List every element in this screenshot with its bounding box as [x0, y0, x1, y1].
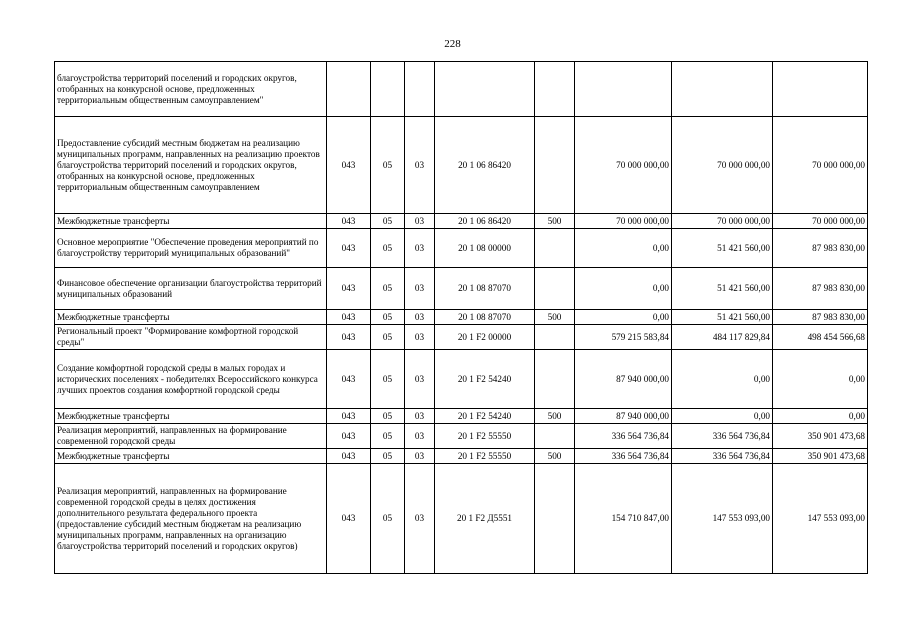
section-code: 05	[371, 268, 405, 310]
subsection-code	[405, 62, 435, 117]
amount-year-3: 350 901 473,68	[773, 424, 868, 449]
amount-year-2	[672, 62, 773, 117]
amount-year-2: 147 553 093,00	[672, 464, 773, 574]
subsection-code: 03	[405, 464, 435, 574]
expense-type	[535, 424, 575, 449]
row-name: благоустройства территорий поселений и городских округов, отобранных на конкурсной основе, предложенных территориальным общественным самоуправлением"	[55, 62, 327, 117]
subsection-code: 03	[405, 117, 435, 214]
amount-year-2: 336 564 736,84	[672, 449, 773, 464]
row-name: Финансовое обеспечение организации благоустройства территорий муниципальных образований	[55, 268, 327, 310]
amount-year-2: 70 000 000,00	[672, 214, 773, 229]
target-article: 20 1 08 87070	[435, 310, 535, 325]
row-name: Создание комфортной городской среды в малых городах и исторических поселениях - победителях Всероссийского конкурса лучших проектов создания комфортной городской среды	[55, 350, 327, 409]
target-article: 20 1 08 00000	[435, 229, 535, 268]
expense-type	[535, 325, 575, 350]
target-article: 20 1 F2 55550	[435, 449, 535, 464]
amount-year-1: 70 000 000,00	[575, 214, 672, 229]
ministry-code: 043	[327, 325, 371, 350]
subsection-code: 03	[405, 424, 435, 449]
amount-year-1: 0,00	[575, 310, 672, 325]
row-name: Межбюджетные трансферты	[55, 214, 327, 229]
subsection-code: 03	[405, 229, 435, 268]
section-code: 05	[371, 449, 405, 464]
subsection-code: 03	[405, 350, 435, 409]
ministry-code	[327, 62, 371, 117]
amount-year-1: 70 000 000,00	[575, 117, 672, 214]
subsection-code: 03	[405, 214, 435, 229]
amount-year-3: 0,00	[773, 409, 868, 424]
amount-year-1: 87 940 000,00	[575, 409, 672, 424]
subsection-code: 03	[405, 449, 435, 464]
amount-year-3: 147 553 093,00	[773, 464, 868, 574]
ministry-code: 043	[327, 409, 371, 424]
ministry-code: 043	[327, 449, 371, 464]
amount-year-2: 336 564 736,84	[672, 424, 773, 449]
page-number: 228	[444, 38, 461, 50]
amount-year-3: 70 000 000,00	[773, 214, 868, 229]
section-code: 05	[371, 464, 405, 574]
section-code: 05	[371, 325, 405, 350]
target-article: 20 1 06 86420	[435, 117, 535, 214]
amount-year-3: 498 454 566,68	[773, 325, 868, 350]
table-row	[55, 409, 868, 424]
amount-year-1: 336 564 736,84	[575, 449, 672, 464]
expense-type	[535, 350, 575, 409]
expense-type	[535, 229, 575, 268]
target-article: 20 1 08 87070	[435, 268, 535, 310]
target-article: 20 1 F2 Д5551	[435, 464, 535, 574]
row-name: Реализация мероприятий, направленных на формирование современной городской среды	[55, 424, 327, 449]
table-row	[55, 424, 868, 449]
amount-year-1: 579 215 583,84	[575, 325, 672, 350]
amount-year-1	[575, 62, 672, 117]
amount-year-2: 0,00	[672, 409, 773, 424]
ministry-code: 043	[327, 268, 371, 310]
section-code: 05	[371, 350, 405, 409]
table-row	[55, 310, 868, 325]
budget-table	[54, 61, 868, 574]
row-name: Основное мероприятие "Обеспечение проведения мероприятий по благоустройству территорий муниципальных образований"	[55, 229, 327, 268]
table-row	[55, 117, 868, 214]
subsection-code: 03	[405, 310, 435, 325]
expense-type: 500	[535, 449, 575, 464]
amount-year-2: 51 421 560,00	[672, 310, 773, 325]
target-article: 20 1 F2 00000	[435, 325, 535, 350]
ministry-code: 043	[327, 310, 371, 325]
amount-year-3: 87 983 830,00	[773, 268, 868, 310]
section-code: 05	[371, 214, 405, 229]
table-row	[55, 325, 868, 350]
ministry-code: 043	[327, 350, 371, 409]
amount-year-3: 70 000 000,00	[773, 117, 868, 214]
section-code	[371, 62, 405, 117]
section-code: 05	[371, 409, 405, 424]
row-name: Предоставление субсидий местным бюджетам на реализацию муниципальных программ, направленных на реализацию проектов благоустройства территорий поселений и городских округов, отобранных на конкурсной основе, предложенных территориальным общественным самоуправлением	[55, 117, 327, 214]
target-article: 20 1 F2 54240	[435, 350, 535, 409]
ministry-code: 043	[327, 229, 371, 268]
target-article: 20 1 F2 54240	[435, 409, 535, 424]
row-name: Региональный проект "Формирование комфортной городской среды"	[55, 325, 327, 350]
ministry-code: 043	[327, 117, 371, 214]
amount-year-3: 350 901 473,68	[773, 449, 868, 464]
subsection-code: 03	[405, 409, 435, 424]
ministry-code: 043	[327, 424, 371, 449]
table-row	[55, 214, 868, 229]
table-row	[55, 62, 868, 117]
table-row	[55, 464, 868, 574]
amount-year-1: 0,00	[575, 229, 672, 268]
target-article: 20 1 F2 55550	[435, 424, 535, 449]
row-name: Межбюджетные трансферты	[55, 449, 327, 464]
amount-year-1: 154 710 847,00	[575, 464, 672, 574]
target-article	[435, 62, 535, 117]
table-row	[55, 229, 868, 268]
expense-type: 500	[535, 310, 575, 325]
amount-year-2: 484 117 829,84	[672, 325, 773, 350]
row-name: Межбюджетные трансферты	[55, 409, 327, 424]
amount-year-3: 87 983 830,00	[773, 229, 868, 268]
subsection-code: 03	[405, 325, 435, 350]
section-code: 05	[371, 117, 405, 214]
expense-type: 500	[535, 214, 575, 229]
amount-year-3: 87 983 830,00	[773, 310, 868, 325]
amount-year-2: 70 000 000,00	[672, 117, 773, 214]
amount-year-2: 0,00	[672, 350, 773, 409]
section-code: 05	[371, 310, 405, 325]
expense-type	[535, 62, 575, 117]
table-row	[55, 449, 868, 464]
expense-type	[535, 117, 575, 214]
ministry-code: 043	[327, 464, 371, 574]
amount-year-2: 51 421 560,00	[672, 229, 773, 268]
ministry-code: 043	[327, 214, 371, 229]
table-row	[55, 268, 868, 310]
expense-type: 500	[535, 409, 575, 424]
expense-type	[535, 464, 575, 574]
section-code: 05	[371, 424, 405, 449]
row-name: Межбюджетные трансферты	[55, 310, 327, 325]
budget-table-body	[55, 62, 868, 574]
amount-year-3: 0,00	[773, 350, 868, 409]
table-row	[55, 350, 868, 409]
expense-type	[535, 268, 575, 310]
subsection-code: 03	[405, 268, 435, 310]
amount-year-1: 336 564 736,84	[575, 424, 672, 449]
section-code: 05	[371, 229, 405, 268]
amount-year-2: 51 421 560,00	[672, 268, 773, 310]
amount-year-1: 0,00	[575, 268, 672, 310]
amount-year-1: 87 940 000,00	[575, 350, 672, 409]
amount-year-3	[773, 62, 868, 117]
target-article: 20 1 06 86420	[435, 214, 535, 229]
row-name: Реализация мероприятий, направленных на формирование современной городской среды в целях достижения дополнительного результата федерального проекта (предоставление субсидий местным бюджетам на реализацию муниципальных программ, направленных на организацию благоустройства территорий поселений и городских округов)	[55, 464, 327, 574]
